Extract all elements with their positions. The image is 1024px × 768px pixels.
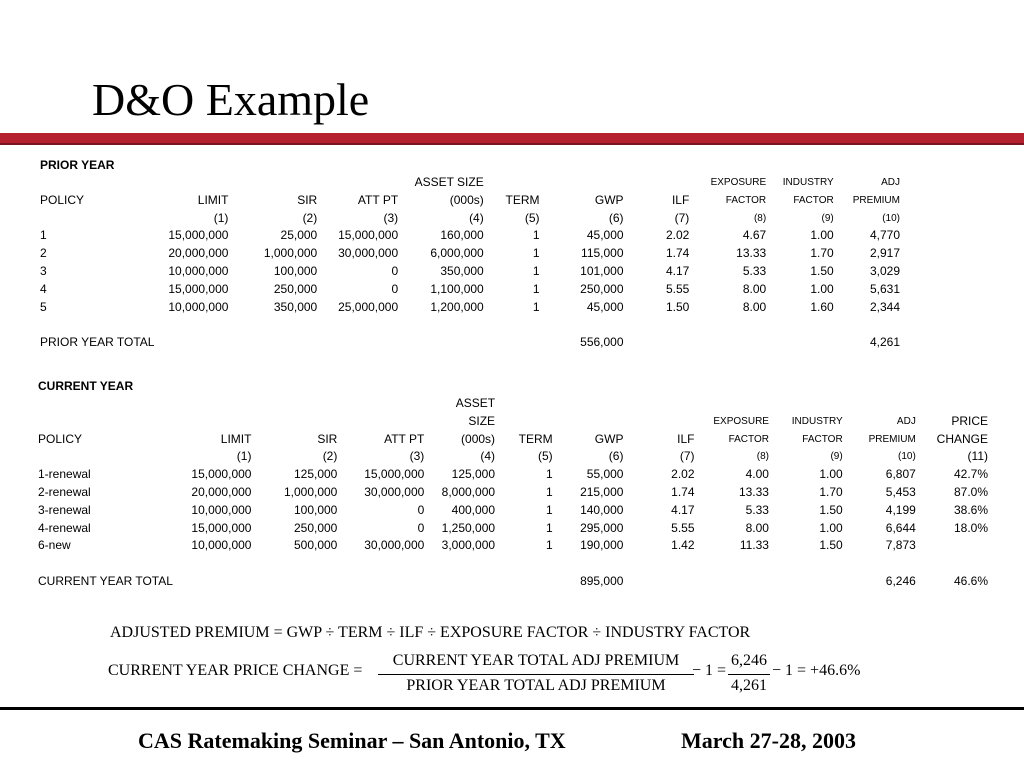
table-cell: 1.60	[810, 299, 834, 314]
table-cell: 25,000	[280, 228, 318, 243]
table-cell: 1	[532, 281, 540, 296]
table-cell: 125,000	[451, 467, 496, 482]
header-cell: LIMIT	[197, 192, 229, 207]
table-cell: 25,000,000	[338, 299, 399, 314]
header-row	[38, 431, 988, 449]
table-cell: 5.33	[742, 263, 767, 278]
data-row	[40, 245, 900, 263]
table-cell: 20,000,000	[191, 484, 252, 499]
data-row	[38, 484, 988, 502]
table-cell: 895,000	[580, 574, 624, 589]
table-cell: 8.00	[742, 281, 767, 296]
total-row	[40, 334, 900, 352]
table-cell: 1.50	[819, 502, 843, 517]
formula-fraction-bar	[378, 674, 694, 675]
header-cell	[251, 395, 337, 413]
spacer-cell	[38, 555, 988, 573]
table-cell: 10,000,000	[191, 538, 252, 553]
slide-title: D&O Example	[92, 74, 370, 125]
header-cell	[484, 174, 540, 192]
table-cell: 5.33	[745, 502, 769, 517]
table-cell	[398, 334, 484, 352]
table-cell: 7,873	[885, 538, 916, 553]
prior-year-table	[40, 174, 900, 352]
header-cell	[40, 174, 154, 192]
table-cell: 1.00	[810, 281, 834, 296]
header-cell	[540, 174, 624, 192]
table-cell: 45,000	[586, 228, 624, 243]
header-cell: (10)	[882, 212, 900, 224]
formula-value-denominator: 4,261	[731, 677, 767, 694]
table-cell	[916, 537, 988, 555]
table-cell: 38.6%	[953, 502, 988, 517]
table-cell: 3,029	[869, 263, 900, 278]
header-cell	[40, 210, 154, 228]
header-cell: (9)	[830, 451, 843, 463]
formula-denominator: PRIOR YEAR TOTAL ADJ PREMIUM	[406, 677, 666, 694]
table-cell: 3-renewal	[38, 502, 91, 517]
header-cell: (7)	[679, 449, 695, 464]
table-cell: 1	[532, 299, 540, 314]
header-cell: TERM	[518, 431, 553, 446]
header-cell: (8)	[753, 212, 767, 224]
table-cell: 4.67	[742, 228, 767, 243]
table-cell: 250,000	[273, 281, 318, 296]
header-cell: SIR	[317, 431, 338, 446]
table-cell: 1,250,000	[441, 520, 496, 535]
header-cell: SIZE	[468, 413, 496, 428]
table-cell	[251, 573, 337, 591]
table-cell: 8,000,000	[441, 484, 496, 499]
table-cell: 42.7%	[953, 467, 988, 482]
header-cell	[173, 395, 252, 413]
header-cell	[38, 413, 173, 431]
header-cell	[228, 174, 317, 192]
table-cell	[228, 334, 317, 352]
formula-value-numerator: 6,246	[731, 652, 767, 669]
table-cell	[695, 573, 769, 591]
table-cell: 5.55	[671, 520, 695, 535]
table-cell	[689, 334, 766, 352]
table-cell: 1	[545, 520, 553, 535]
table-cell	[154, 334, 228, 352]
table-cell: CURRENT YEAR TOTAL	[38, 574, 173, 589]
table-cell: 1	[545, 502, 553, 517]
table-cell: 20,000,000	[168, 246, 229, 261]
table-cell: 1.42	[671, 538, 695, 553]
table-cell: 1	[532, 246, 540, 261]
formula-result: − 1 = +46.6%	[772, 662, 861, 679]
table-cell: 6,000,000	[430, 246, 484, 261]
header-cell: ASSET	[455, 396, 496, 410]
table-cell	[484, 334, 540, 352]
table-cell: 250,000	[293, 520, 338, 535]
table-cell: 15,000,000	[338, 228, 399, 243]
header-cell: PRICE	[951, 413, 988, 428]
data-row	[38, 537, 988, 555]
header-cell	[173, 413, 252, 431]
table-cell: 1.50	[665, 299, 690, 314]
current-year-table	[38, 395, 988, 591]
table-cell: 1,000,000	[263, 246, 318, 261]
header-cell: (4)	[480, 449, 496, 464]
table-cell: 5,453	[885, 484, 916, 499]
header-cell	[624, 174, 690, 192]
header-cell: (5)	[524, 210, 540, 225]
header-cell: (11)	[967, 449, 988, 464]
data-row	[38, 466, 988, 484]
header-cell	[337, 395, 424, 413]
header-cell: PREMIUM	[852, 194, 900, 206]
table-cell: 1.00	[819, 467, 843, 482]
formula-value-bar	[728, 674, 770, 675]
table-cell: 3,000,000	[441, 538, 496, 553]
table-cell: 2.02	[671, 467, 695, 482]
spacer-row	[38, 555, 988, 573]
table-cell: 1	[40, 228, 47, 243]
table-cell: 1	[545, 538, 553, 553]
table-cell: 250,000	[580, 281, 624, 296]
table-cell: 1	[532, 263, 540, 278]
table-cell	[317, 334, 398, 352]
total-row	[38, 573, 988, 591]
table-cell: 500,000	[293, 538, 338, 553]
table-cell	[495, 573, 553, 591]
table-cell: 350,000	[273, 299, 318, 314]
table-cell: 4.17	[665, 263, 690, 278]
table-cell: 5	[40, 299, 47, 314]
header-cell: (10)	[898, 451, 916, 463]
table-cell: 1.00	[819, 520, 843, 535]
price-change-label: CURRENT YEAR PRICE CHANGE =	[108, 662, 363, 679]
table-cell: 0	[391, 263, 399, 278]
table-cell: 8.00	[745, 520, 769, 535]
table-cell	[337, 573, 424, 591]
table-cell: 18.0%	[953, 520, 988, 535]
table-cell: 13.33	[738, 484, 769, 499]
header-cell: (7)	[674, 210, 690, 225]
data-row	[40, 299, 900, 317]
header-cell: (1)	[236, 449, 252, 464]
header-cell: FACTOR	[793, 194, 834, 206]
header-cell: (000s)	[461, 431, 496, 446]
header-cell: GWP	[594, 192, 624, 207]
header-row	[38, 448, 988, 466]
table-cell	[173, 573, 252, 591]
data-row	[38, 520, 988, 538]
spacer-cell	[40, 316, 900, 334]
header-cell	[623, 395, 694, 413]
header-cell: FACTOR	[725, 194, 767, 206]
header-cell: ADJ	[896, 415, 916, 427]
header-cell	[916, 395, 988, 413]
table-cell: 125,000	[293, 467, 338, 482]
data-row	[40, 281, 900, 299]
header-cell	[38, 395, 173, 413]
table-cell: 101,000	[580, 263, 624, 278]
table-cell: 4,770	[869, 228, 900, 243]
header-cell: (6)	[608, 210, 624, 225]
header-cell: (1)	[213, 210, 229, 225]
header-cell	[495, 395, 553, 413]
header-cell: (3)	[409, 449, 425, 464]
current-year-heading: CURRENT YEAR	[38, 379, 134, 393]
table-cell: 6,644	[885, 520, 916, 535]
table-cell	[769, 573, 843, 591]
header-cell	[769, 395, 843, 413]
table-cell: 160,000	[440, 228, 484, 243]
header-cell: INDUSTRY	[791, 415, 843, 427]
table-cell: 4.17	[671, 502, 695, 517]
header-cell	[553, 395, 624, 413]
header-cell: ASSET SIZE	[414, 175, 484, 189]
title-rule	[0, 133, 1024, 143]
header-cell: (6)	[608, 449, 624, 464]
table-cell: 30,000,000	[364, 484, 425, 499]
table-cell: 140,000	[580, 502, 624, 517]
table-cell: 100,000	[273, 263, 318, 278]
header-cell: (2)	[302, 210, 318, 225]
table-cell: 1,000,000	[283, 484, 338, 499]
table-cell: 190,000	[580, 538, 624, 553]
table-cell: 15,000,000	[364, 467, 425, 482]
table-cell: 1.74	[671, 484, 695, 499]
table-cell: 45,000	[586, 299, 624, 314]
table-cell: 1.00	[810, 228, 834, 243]
table-cell	[766, 334, 834, 352]
table-cell: 1	[532, 228, 540, 243]
header-cell: POLICY	[38, 431, 83, 446]
formula-numerator: CURRENT YEAR TOTAL ADJ PREMIUM	[392, 652, 680, 669]
table-cell: 1,200,000	[430, 299, 484, 314]
table-cell: 30,000,000	[338, 246, 399, 261]
table-cell: 4-renewal	[38, 520, 91, 535]
header-cell: GWP	[594, 431, 624, 446]
header-cell	[317, 174, 398, 192]
table-cell: 100,000	[293, 502, 338, 517]
formula-minus-one: − 1 =	[692, 662, 727, 679]
header-cell: ATT PT	[357, 192, 399, 207]
header-cell: (2)	[322, 449, 338, 464]
header-cell	[38, 448, 173, 466]
header-cell	[623, 413, 694, 431]
table-cell: 1.70	[810, 246, 834, 261]
table-cell: 15,000,000	[191, 520, 252, 535]
table-cell: 10,000,000	[168, 263, 229, 278]
table-cell: 13.33	[736, 246, 767, 261]
title-rule-shadow	[0, 143, 1024, 145]
footer-seminar: CAS Ratemaking Seminar – San Antonio, TX	[138, 728, 566, 753]
header-cell: FACTOR	[802, 433, 843, 445]
data-row	[40, 227, 900, 245]
table-cell: 215,000	[580, 484, 624, 499]
footer-rule	[0, 707, 1024, 710]
table-cell	[623, 573, 694, 591]
table-cell: 5,631	[869, 281, 900, 296]
table-cell: 1	[545, 467, 553, 482]
table-cell: 8.00	[742, 299, 767, 314]
table-cell: 15,000,000	[191, 467, 252, 482]
table-cell: 6-new	[38, 538, 71, 553]
table-cell: 1,100,000	[430, 281, 484, 296]
header-cell: SIR	[297, 192, 318, 207]
table-cell: 5.55	[665, 281, 690, 296]
table-cell: 6,246	[885, 574, 916, 589]
table-cell: 2-renewal	[38, 484, 91, 499]
table-cell: 10,000,000	[191, 502, 252, 517]
table-cell: 11.33	[739, 538, 769, 553]
table-cell: 556,000	[580, 335, 624, 350]
header-cell: ADJ	[881, 177, 900, 188]
table-cell: 1.70	[819, 484, 843, 499]
header-cell	[695, 395, 769, 413]
table-cell: 10,000,000	[168, 299, 229, 314]
table-cell: 400,000	[451, 502, 496, 517]
table-cell: 1.50	[810, 263, 834, 278]
table-cell: 2,917	[869, 246, 900, 261]
header-row	[38, 413, 988, 431]
table-cell: 4	[40, 281, 47, 296]
table-cell: 115,000	[581, 246, 624, 261]
table-cell: 87.0%	[953, 484, 988, 499]
table-cell: 0	[391, 281, 399, 296]
header-cell	[154, 174, 228, 192]
table-cell: 2.02	[665, 228, 690, 243]
header-cell	[843, 395, 916, 413]
table-cell: 46.6%	[953, 574, 988, 589]
table-cell: 1-renewal	[38, 467, 91, 482]
table-cell	[424, 573, 495, 591]
footer-date: March 27-28, 2003	[681, 728, 856, 753]
table-cell: 4.00	[745, 467, 769, 482]
header-cell: EXPOSURE	[710, 177, 767, 188]
header-cell: (9)	[821, 212, 834, 224]
header-cell: (3)	[383, 210, 399, 225]
header-cell: ILF	[671, 192, 690, 207]
adjusted-premium-formula: ADJUSTED PREMIUM = GWP ÷ TERM ÷ ILF ÷ EXPOSURE FACTOR ÷ INDUSTRY FACTOR	[110, 624, 751, 641]
header-cell	[337, 413, 424, 431]
data-row	[38, 502, 988, 520]
header-cell: (5)	[537, 449, 553, 464]
table-cell: 1.74	[665, 246, 690, 261]
header-cell: (000s)	[449, 192, 484, 207]
header-row	[38, 395, 988, 413]
table-cell: 3	[40, 263, 47, 278]
table-cell: 1	[545, 484, 553, 499]
header-cell: FACTOR	[728, 433, 769, 445]
header-cell: (4)	[469, 210, 484, 225]
table-cell: 55,000	[586, 467, 624, 482]
header-row	[40, 192, 900, 210]
table-cell: 1.50	[819, 538, 843, 553]
header-row	[40, 174, 900, 192]
table-cell: 15,000,000	[168, 281, 229, 296]
table-cell: 4,261	[869, 335, 900, 350]
table-cell: 0	[417, 502, 425, 517]
table-cell: 15,000,000	[168, 228, 229, 243]
header-cell: CHANGE	[936, 431, 988, 446]
header-cell	[251, 413, 337, 431]
header-cell	[495, 413, 553, 431]
header-row	[40, 210, 900, 228]
table-cell: 350,000	[440, 263, 484, 278]
table-cell: 2	[40, 246, 47, 261]
table-cell	[624, 334, 690, 352]
header-cell: ILF	[677, 431, 695, 446]
header-cell: POLICY	[40, 192, 85, 207]
table-cell: 295,000	[580, 520, 624, 535]
header-cell: LIMIT	[220, 431, 252, 446]
header-cell: TERM	[505, 192, 540, 207]
table-cell: 30,000,000	[364, 538, 425, 553]
table-cell: PRIOR YEAR TOTAL	[40, 335, 155, 350]
table-cell: 0	[417, 520, 425, 535]
header-cell: EXPOSURE	[713, 415, 769, 427]
header-cell: (8)	[756, 451, 769, 463]
table-cell: 4,199	[885, 502, 916, 517]
table-cell: 2,344	[869, 299, 900, 314]
data-row	[40, 263, 900, 281]
spacer-row	[40, 316, 900, 334]
header-cell: PREMIUM	[868, 433, 916, 445]
header-cell	[553, 413, 624, 431]
prior-year-heading: PRIOR YEAR	[40, 158, 115, 172]
header-cell: ATT PT	[384, 431, 425, 446]
table-cell: 6,807	[885, 467, 916, 482]
header-cell: INDUSTRY	[782, 177, 834, 188]
